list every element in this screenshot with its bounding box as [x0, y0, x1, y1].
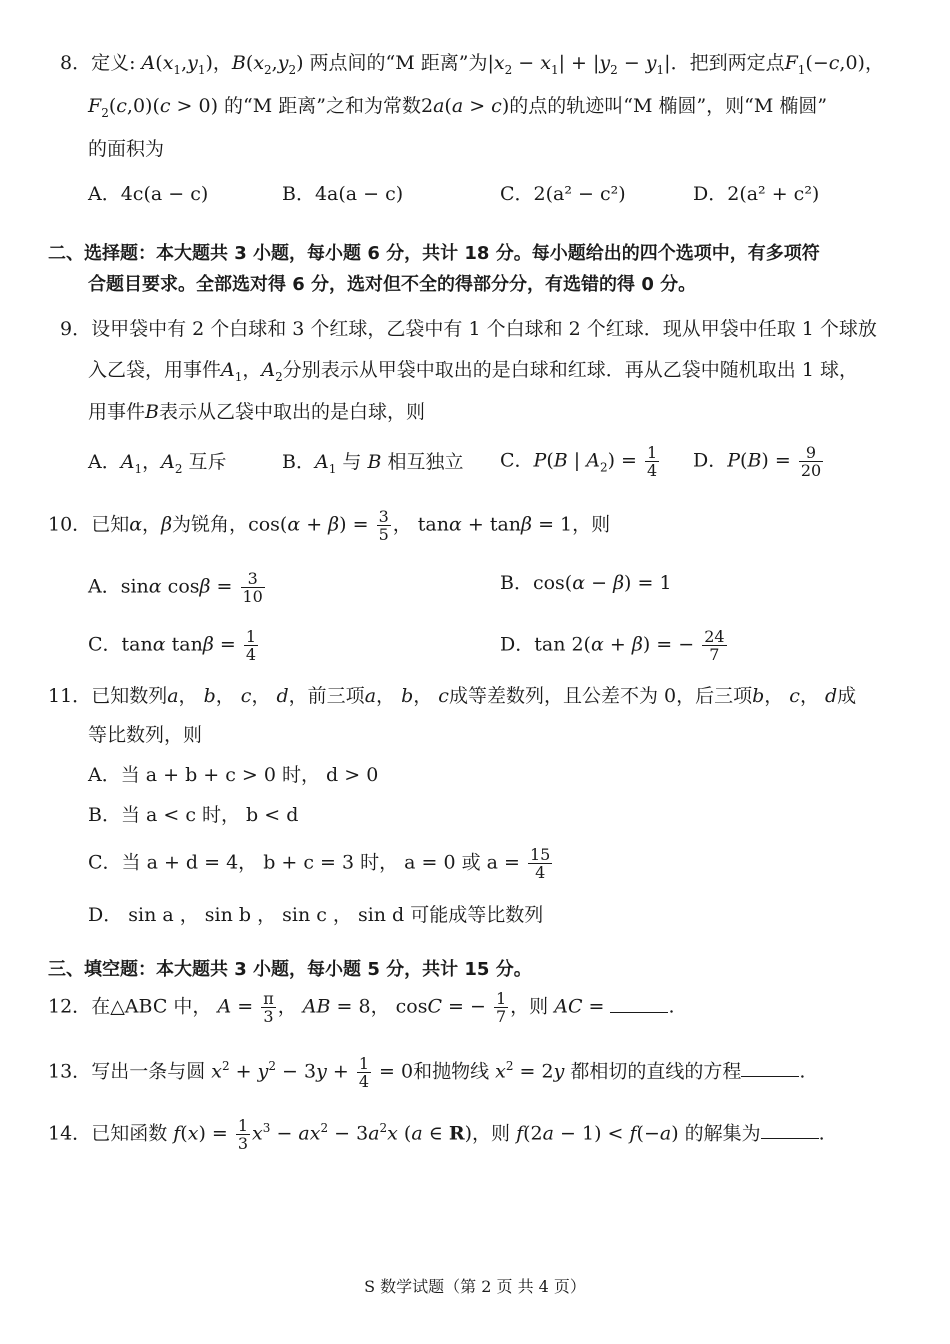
- q10-text: 已知: [91, 513, 130, 536]
- option-text: B．4a(a − c): [282, 183, 404, 205]
- option-text: 相互独立: [387, 451, 464, 473]
- q9-option-a: A．$A_1$，$A_2$ 互斥: [88, 451, 227, 476]
- q9-number: 9．: [60, 318, 92, 340]
- q12-line: 12．在△ABC 中， A = $\frac{\pi}{3}$ ， AB = 8， cosC = − $\frac{1}{7}$ ，则 AC = .: [48, 989, 675, 1026]
- numerator: 1: [647, 443, 658, 462]
- numerator: 15: [530, 845, 551, 864]
- fraction: [244, 628, 258, 663]
- q8-text: 两点间的“M 距离”为: [303, 52, 488, 74]
- q8-text: ．把到两定点: [670, 52, 785, 74]
- denominator: 4: [245, 645, 257, 664]
- q12-text: ，: [370, 995, 390, 1018]
- q11-text: 已知数列: [91, 685, 168, 707]
- fraction: [357, 1055, 371, 1090]
- q8-option-c: [500, 181, 626, 207]
- q13-text: 都相切的直线的方程: [570, 1060, 742, 1083]
- q12-text: ，: [277, 995, 297, 1018]
- q11-text: 成等差数列，且公差不为 0，后三项: [448, 685, 753, 707]
- denominator: 5: [378, 525, 389, 544]
- fraction: [236, 1117, 250, 1152]
- section-2-instructions: 合题目要求。全部选对得 6 分，选对但不全的得部分分，有选错的得 0 分。: [88, 274, 697, 295]
- q10-option-a: A．sinα cosβ = $\frac{3}{10}$: [88, 569, 263, 606]
- q8-text: 的点的轨迹叫“M 椭圆”，则“M 椭圆”: [509, 95, 828, 117]
- q13-number: 13．: [48, 1060, 92, 1083]
- numerator: 9: [799, 444, 823, 462]
- denominator: 4: [358, 1071, 369, 1091]
- q14-number: 14．: [48, 1122, 92, 1145]
- denominator: 7: [495, 1007, 507, 1026]
- q11-option-b: [88, 802, 298, 828]
- q11-line-2: [88, 722, 202, 748]
- q13-text: 写出一条与圆: [91, 1060, 206, 1083]
- option-text: 与: [342, 451, 362, 473]
- fraction: [645, 444, 659, 479]
- numerator: 1: [237, 1115, 249, 1135]
- numerator: 1: [245, 627, 257, 646]
- q12-text: ，则: [510, 995, 549, 1018]
- q10-option-d: D．tan 2(α + β) = − $\frac{24}{7}$: [500, 627, 725, 664]
- q8-line-3: [88, 136, 164, 162]
- fraction: [702, 628, 726, 663]
- numerator: 1: [495, 989, 507, 1008]
- numerator: π: [263, 989, 274, 1008]
- fraction: [494, 990, 508, 1025]
- denominator: 20: [800, 461, 822, 480]
- q9-text: 设甲袋中有 2 个白球和 3 个红球，乙袋中有 1 个白球和 2 个红球．现从甲袋中任取 1 个球放: [91, 318, 877, 340]
- q9-text: 用事件: [88, 401, 146, 423]
- numerator: 3: [241, 570, 265, 588]
- q8-option-b: [282, 181, 403, 207]
- fraction: [261, 990, 276, 1025]
- q8-option-a: [88, 181, 208, 207]
- denominator: 3: [237, 1133, 249, 1153]
- fraction: [377, 508, 391, 543]
- q9-line-2: 入乙袋，用事件$A_1$，$A_2$分别表示从甲袋中取出的是白球和红球．再从乙袋中随机取出 1 球，: [88, 359, 858, 384]
- option-text: B．当 a < c 时， b < d: [88, 804, 299, 826]
- q9-option-c: C．P(B | $A_2$) = $\frac{1}{4}$: [500, 443, 658, 480]
- numerator: 1: [358, 1053, 369, 1073]
- q10-line-1: 10．已知α，β为锐角，cos(α + β) = $\frac{3}{5}$ ， tanα + tanβ = 1，则: [48, 507, 611, 544]
- answer-blank[interactable]: [741, 1058, 799, 1077]
- q13-line: 13．写出一条与圆 $x^2 + y^2 - 3y$ + $\frac{1}{4}$ = 0和抛物线 $x^2 = 2y$ 都相切的直线的方程 .: [48, 1053, 806, 1091]
- denominator: 7: [709, 645, 720, 664]
- q8-option-d: [693, 181, 819, 207]
- q8-line-2: $F_2(c,0)(c > 0)$ 的“M 距离”之和为常数2a(a > c)的点的轨迹叫“M 椭圆”，则“M 椭圆”: [88, 95, 828, 120]
- q8-text: 定义:: [91, 52, 142, 74]
- q9-text: 表示从乙袋中取出的是白球，则: [158, 401, 425, 423]
- q11-number: 11．: [48, 685, 92, 707]
- q14-line: 14．已知函数 f(x) = $\frac{1}{3}$ $x^3 - ax^2 - 3a^2x$ (a ∈ R)，则 f(2a − 1) < f(−a) 的解集为 .: [48, 1115, 825, 1153]
- option-text: C．当 a + d = 4， b + c = 3 时， a = 0 或 a =: [88, 851, 520, 874]
- q11-text: 成: [837, 685, 857, 707]
- q8-line-1: 8．定义: $A(x_1,y_1)$，$B(x_2,y_2)$ 两点间的“M 距离”为$|x_2 - x_1| + |y_2 - y_1|$．把到两定点$F_1(-c,0)$，: [60, 52, 884, 77]
- answer-blank[interactable]: [610, 994, 668, 1013]
- denominator: 4: [647, 461, 658, 480]
- q9-option-d: D．P(B) = $\frac{9}{20}$: [693, 443, 822, 480]
- q8-text: 的面积为: [88, 138, 165, 160]
- q9-text: 入乙袋，用事件: [88, 359, 222, 381]
- q8-text: ，: [212, 52, 232, 74]
- q10-number: 10．: [48, 513, 92, 536]
- q12-text: 在△ABC 中，: [91, 995, 212, 1018]
- q9-option-b: B．$A_1$ 与 B 相互独立: [282, 451, 464, 476]
- q9-line-3: 用事件B表示从乙袋中取出的是白球，则: [88, 401, 425, 423]
- q13-text: 和抛物线: [413, 1060, 490, 1083]
- q10-option-b: B．cos(α − β) = 1: [500, 572, 672, 594]
- q10-text: 为锐角，: [172, 513, 249, 536]
- section-3-heading: 三、填空题：本大题共 3 小题，每小题 5 分，共计 15 分。: [48, 959, 532, 980]
- fraction: [799, 444, 823, 479]
- q8-number: 8．: [60, 52, 92, 74]
- q8-text: ，: [864, 52, 884, 74]
- q12-number: 12．: [48, 995, 92, 1018]
- option-text: A．当 a + b + c > 0 时， d > 0: [88, 764, 379, 786]
- q9-text: 分别表示从甲袋中取出的是白球和红球．再从乙袋中随机取出 1 球，: [282, 359, 858, 381]
- option-text: 互斥: [188, 451, 227, 473]
- q11-text: 等比数列，则: [88, 724, 203, 746]
- denominator: 3: [263, 1007, 274, 1026]
- answer-blank[interactable]: [761, 1120, 819, 1139]
- fraction: [528, 846, 552, 881]
- option-text: A．4c(a − c): [88, 183, 209, 205]
- denominator: 4: [535, 863, 546, 882]
- denominator: 10: [242, 587, 263, 606]
- section-2-heading: 二、选择题：本大题共 3 小题，每小题 6 分，共计 18 分。每小题给出的四个选项中，有多项符: [48, 243, 820, 264]
- q14-text: 的解集为: [684, 1122, 761, 1145]
- q14-text: 已知函数: [91, 1122, 168, 1145]
- numerator: 3: [378, 507, 389, 526]
- q9-line-1: [60, 316, 877, 342]
- q11-option-a: [88, 762, 378, 788]
- q11-line-1: 11．已知数列a， b， c， d，前三项a， b， c成等差数列，且公差不为 0，后三项b， c， d成: [48, 685, 857, 707]
- q8-text: 的“M 距离”之和为常数: [218, 95, 421, 117]
- q11-text: ，前三项: [288, 685, 365, 707]
- page-footer: S 数学试题（第 2 页 共 4 页）: [364, 1277, 586, 1296]
- q10-option-c: C．tanα tanβ = $\frac{1}{4}$: [88, 627, 257, 664]
- q11-option-c: [88, 846, 554, 881]
- option-text: C．2(a² − c²): [500, 183, 626, 205]
- fraction: [241, 570, 265, 605]
- numerator: 24: [704, 627, 725, 646]
- option-text: D．2(a² + c²): [693, 183, 820, 205]
- q14-text: ，则: [472, 1122, 511, 1145]
- option-text: D． sin a ， sin b ， sin c ， sin d 可能成等比数列: [88, 904, 544, 926]
- q11-option-d: [88, 902, 543, 928]
- q10-text: ，则: [572, 513, 611, 536]
